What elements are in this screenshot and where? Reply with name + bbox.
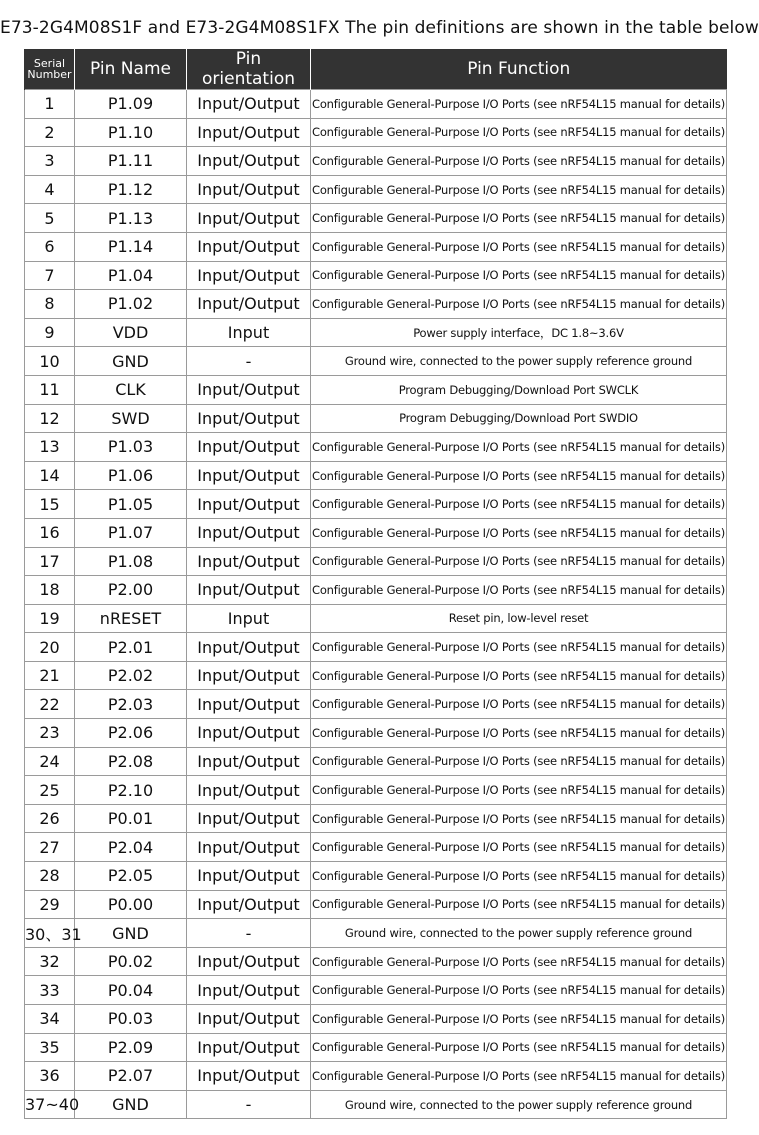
cell-pin-function: Power supply interface，DC 1.8~3.6V (311, 318, 727, 347)
cell-serial-number: 34 (25, 1005, 75, 1034)
cell-pin-function: Configurable General-Purpose I/O Ports (see nRF54L15 manual for details) (311, 633, 727, 662)
cell-pin-function: Configurable General-Purpose I/O Ports (see nRF54L15 manual for details) (311, 204, 727, 233)
cell-serial-number: 22 (25, 690, 75, 719)
cell-pin-orientation: Input/Output (187, 175, 311, 204)
cell-serial-number: 30、31 (25, 919, 75, 948)
header-pin-orientation: Pin orientation (187, 49, 311, 90)
cell-pin-name: SWD (75, 404, 187, 433)
cell-pin-function: Configurable General-Purpose I/O Ports (see nRF54L15 manual for details) (311, 232, 727, 261)
table-row (25, 833, 727, 862)
cell-pin-orientation: Input/Output (187, 947, 311, 976)
cell-serial-number: 10 (25, 347, 75, 376)
header-pin-function: Pin Function (311, 49, 727, 90)
cell-pin-function: Configurable General-Purpose I/O Ports (see nRF54L15 manual for details) (311, 90, 727, 119)
cell-pin-function: Configurable General-Purpose I/O Ports (see nRF54L15 manual for details) (311, 547, 727, 576)
cell-pin-function: Configurable General-Purpose I/O Ports (see nRF54L15 manual for details) (311, 118, 727, 147)
cell-serial-number: 21 (25, 661, 75, 690)
cell-pin-orientation: Input/Output (187, 890, 311, 919)
cell-pin-orientation: Input/Output (187, 118, 311, 147)
cell-serial-number: 17 (25, 547, 75, 576)
cell-serial-number: 18 (25, 576, 75, 605)
cell-pin-orientation: Input/Output (187, 433, 311, 462)
cell-pin-orientation: Input/Output (187, 747, 311, 776)
table-row (25, 604, 727, 633)
cell-pin-name: P2.09 (75, 1033, 187, 1062)
cell-pin-name: P1.02 (75, 290, 187, 319)
cell-serial-number: 12 (25, 404, 75, 433)
cell-pin-name: P2.01 (75, 633, 187, 662)
cell-pin-name: P1.13 (75, 204, 187, 233)
cell-serial-number: 11 (25, 375, 75, 404)
table-row (25, 518, 727, 547)
cell-serial-number: 15 (25, 490, 75, 519)
cell-pin-function: Configurable General-Purpose I/O Ports (see nRF54L15 manual for details) (311, 890, 727, 919)
table-body (25, 90, 727, 1119)
cell-pin-name: nRESET (75, 604, 187, 633)
cell-pin-name: P2.02 (75, 661, 187, 690)
cell-pin-function: Configurable General-Purpose I/O Ports (see nRF54L15 manual for details) (311, 661, 727, 690)
cell-pin-name: P1.04 (75, 261, 187, 290)
table-row (25, 490, 727, 519)
cell-pin-orientation: Input/Output (187, 1033, 311, 1062)
cell-pin-function: Ground wire, connected to the power supply reference ground (311, 919, 727, 948)
cell-pin-name: P0.01 (75, 804, 187, 833)
cell-pin-name: P1.10 (75, 118, 187, 147)
cell-pin-orientation: Input/Output (187, 204, 311, 233)
cell-pin-name: P2.07 (75, 1062, 187, 1091)
cell-pin-function: Ground wire, connected to the power supply reference ground (311, 1090, 727, 1119)
table-row (25, 175, 727, 204)
cell-serial-number: 26 (25, 804, 75, 833)
table-row (25, 547, 727, 576)
table-row (25, 747, 727, 776)
cell-serial-number: 35 (25, 1033, 75, 1062)
cell-pin-function: Configurable General-Purpose I/O Ports (see nRF54L15 manual for details) (311, 518, 727, 547)
cell-serial-number: 27 (25, 833, 75, 862)
table-row (25, 90, 727, 119)
table-row (25, 633, 727, 662)
cell-serial-number: 13 (25, 433, 75, 462)
cell-pin-name: P1.05 (75, 490, 187, 519)
cell-pin-orientation: Input/Output (187, 147, 311, 176)
cell-pin-orientation: Input/Output (187, 1005, 311, 1034)
cell-pin-orientation: Input/Output (187, 633, 311, 662)
cell-serial-number: 29 (25, 890, 75, 919)
cell-serial-number: 23 (25, 719, 75, 748)
cell-pin-function: Configurable General-Purpose I/O Ports (see nRF54L15 manual for details) (311, 490, 727, 519)
table-header-row (25, 49, 727, 90)
table-row (25, 404, 727, 433)
cell-pin-name: P2.06 (75, 719, 187, 748)
cell-pin-function: Configurable General-Purpose I/O Ports (see nRF54L15 manual for details) (311, 1062, 727, 1091)
table-row (25, 347, 727, 376)
header-pin-name: Pin Name (75, 49, 187, 90)
cell-pin-orientation: Input/Output (187, 576, 311, 605)
cell-pin-function: Program Debugging/Download Port SWCLK (311, 375, 727, 404)
cell-pin-function: Configurable General-Purpose I/O Ports (see nRF54L15 manual for details) (311, 776, 727, 805)
cell-pin-function: Configurable General-Purpose I/O Ports (see nRF54L15 manual for details) (311, 719, 727, 748)
cell-serial-number: 3 (25, 147, 75, 176)
table-row (25, 375, 727, 404)
cell-pin-name: P2.08 (75, 747, 187, 776)
cell-serial-number: 14 (25, 461, 75, 490)
cell-serial-number: 16 (25, 518, 75, 547)
cell-pin-orientation: Input/Output (187, 661, 311, 690)
cell-serial-number: 36 (25, 1062, 75, 1091)
table-row (25, 1005, 727, 1034)
cell-pin-orientation: Input/Output (187, 404, 311, 433)
cell-pin-function: Configurable General-Purpose I/O Ports (see nRF54L15 manual for details) (311, 690, 727, 719)
cell-pin-orientation: Input (187, 318, 311, 347)
cell-pin-orientation: - (187, 347, 311, 376)
cell-serial-number: 33 (25, 976, 75, 1005)
cell-serial-number: 4 (25, 175, 75, 204)
cell-pin-name: P0.00 (75, 890, 187, 919)
cell-pin-function: Configurable General-Purpose I/O Ports (see nRF54L15 manual for details) (311, 947, 727, 976)
cell-pin-name: VDD (75, 318, 187, 347)
cell-pin-orientation: Input/Output (187, 290, 311, 319)
table-row (25, 976, 727, 1005)
cell-serial-number: 28 (25, 862, 75, 891)
table-row (25, 147, 727, 176)
cell-pin-orientation: Input/Output (187, 490, 311, 519)
cell-serial-number: 24 (25, 747, 75, 776)
table-row (25, 1062, 727, 1091)
cell-pin-function: Configurable General-Purpose I/O Ports (see nRF54L15 manual for details) (311, 1005, 727, 1034)
cell-pin-function: Configurable General-Purpose I/O Ports (see nRF54L15 manual for details) (311, 1033, 727, 1062)
cell-serial-number: 32 (25, 947, 75, 976)
table-row (25, 804, 727, 833)
pin-definition-table (24, 49, 727, 1119)
cell-serial-number: 7 (25, 261, 75, 290)
cell-pin-orientation: Input/Output (187, 375, 311, 404)
cell-pin-function: Configurable General-Purpose I/O Ports (see nRF54L15 manual for details) (311, 261, 727, 290)
cell-serial-number: 25 (25, 776, 75, 805)
cell-pin-orientation: Input/Output (187, 547, 311, 576)
cell-pin-name: P0.02 (75, 947, 187, 976)
table-row (25, 461, 727, 490)
cell-serial-number: 9 (25, 318, 75, 347)
cell-pin-name: P0.04 (75, 976, 187, 1005)
page-title: E73-2G4M08S1F and E73-2G4M08S1FX The pin definitions are shown in the table below (0, 18, 759, 38)
table-row (25, 862, 727, 891)
table-row (25, 290, 727, 319)
cell-serial-number: 20 (25, 633, 75, 662)
cell-pin-name: P1.12 (75, 175, 187, 204)
cell-pin-orientation: Input/Output (187, 1062, 311, 1091)
table-row (25, 232, 727, 261)
cell-pin-name: P2.00 (75, 576, 187, 605)
cell-pin-name: P1.03 (75, 433, 187, 462)
cell-pin-orientation: Input/Output (187, 518, 311, 547)
cell-pin-orientation: - (187, 1090, 311, 1119)
cell-pin-name: P1.09 (75, 90, 187, 119)
table-row (25, 318, 727, 347)
cell-serial-number: 6 (25, 232, 75, 261)
cell-pin-orientation: Input/Output (187, 719, 311, 748)
header-serial-line1: Serial (33, 57, 66, 70)
cell-pin-orientation: Input/Output (187, 976, 311, 1005)
table-row (25, 890, 727, 919)
table-row (25, 118, 727, 147)
cell-pin-name: P2.05 (75, 862, 187, 891)
cell-serial-number: 8 (25, 290, 75, 319)
cell-serial-number: 37~40 (25, 1090, 75, 1119)
cell-pin-orientation: Input/Output (187, 833, 311, 862)
cell-pin-name: P0.03 (75, 1005, 187, 1034)
table-row (25, 947, 727, 976)
cell-pin-orientation: Input/Output (187, 776, 311, 805)
cell-pin-name: GND (75, 347, 187, 376)
cell-pin-function: Reset pin, low-level reset (311, 604, 727, 633)
cell-pin-function: Configurable General-Purpose I/O Ports (see nRF54L15 manual for details) (311, 747, 727, 776)
cell-pin-orientation: Input/Output (187, 261, 311, 290)
cell-pin-name: P2.03 (75, 690, 187, 719)
table-row (25, 919, 727, 948)
table-row (25, 433, 727, 462)
cell-pin-function: Configurable General-Purpose I/O Ports (see nRF54L15 manual for details) (311, 576, 727, 605)
cell-pin-name: P1.06 (75, 461, 187, 490)
cell-pin-orientation: Input/Output (187, 862, 311, 891)
cell-pin-orientation: Input/Output (187, 804, 311, 833)
cell-pin-name: P1.07 (75, 518, 187, 547)
table-row (25, 661, 727, 690)
table-row (25, 1090, 727, 1119)
cell-pin-name: P2.10 (75, 776, 187, 805)
table-row (25, 261, 727, 290)
cell-pin-orientation: Input/Output (187, 232, 311, 261)
cell-pin-function: Program Debugging/Download Port SWDIO (311, 404, 727, 433)
cell-pin-function: Configurable General-Purpose I/O Ports (see nRF54L15 manual for details) (311, 976, 727, 1005)
cell-serial-number: 1 (25, 90, 75, 119)
cell-serial-number: 5 (25, 204, 75, 233)
header-serial-number (25, 49, 75, 90)
cell-pin-function: Configurable General-Purpose I/O Ports (see nRF54L15 manual for details) (311, 147, 727, 176)
cell-pin-function: Configurable General-Purpose I/O Ports (see nRF54L15 manual for details) (311, 833, 727, 862)
cell-pin-name: P1.14 (75, 232, 187, 261)
cell-pin-function: Configurable General-Purpose I/O Ports (see nRF54L15 manual for details) (311, 862, 727, 891)
cell-pin-function: Configurable General-Purpose I/O Ports (see nRF54L15 manual for details) (311, 433, 727, 462)
cell-pin-name: P1.11 (75, 147, 187, 176)
cell-pin-name: CLK (75, 375, 187, 404)
cell-pin-function: Configurable General-Purpose I/O Ports (see nRF54L15 manual for details) (311, 290, 727, 319)
header-serial-line2: Number (27, 68, 72, 81)
cell-pin-function: Configurable General-Purpose I/O Ports (see nRF54L15 manual for details) (311, 804, 727, 833)
cell-pin-name: GND (75, 919, 187, 948)
cell-pin-orientation: Input/Output (187, 461, 311, 490)
cell-pin-function: Configurable General-Purpose I/O Ports (see nRF54L15 manual for details) (311, 461, 727, 490)
cell-pin-orientation: - (187, 919, 311, 948)
table-row (25, 719, 727, 748)
cell-pin-orientation: Input/Output (187, 90, 311, 119)
cell-pin-function: Ground wire, connected to the power supply reference ground (311, 347, 727, 376)
cell-serial-number: 2 (25, 118, 75, 147)
table-row (25, 1033, 727, 1062)
cell-pin-orientation: Input (187, 604, 311, 633)
cell-pin-name: GND (75, 1090, 187, 1119)
table-row (25, 576, 727, 605)
table-row (25, 204, 727, 233)
cell-pin-function: Configurable General-Purpose I/O Ports (see nRF54L15 manual for details) (311, 175, 727, 204)
cell-pin-orientation: Input/Output (187, 690, 311, 719)
cell-pin-name: P1.08 (75, 547, 187, 576)
table-row (25, 690, 727, 719)
table-row (25, 776, 727, 805)
cell-serial-number: 19 (25, 604, 75, 633)
cell-pin-name: P2.04 (75, 833, 187, 862)
